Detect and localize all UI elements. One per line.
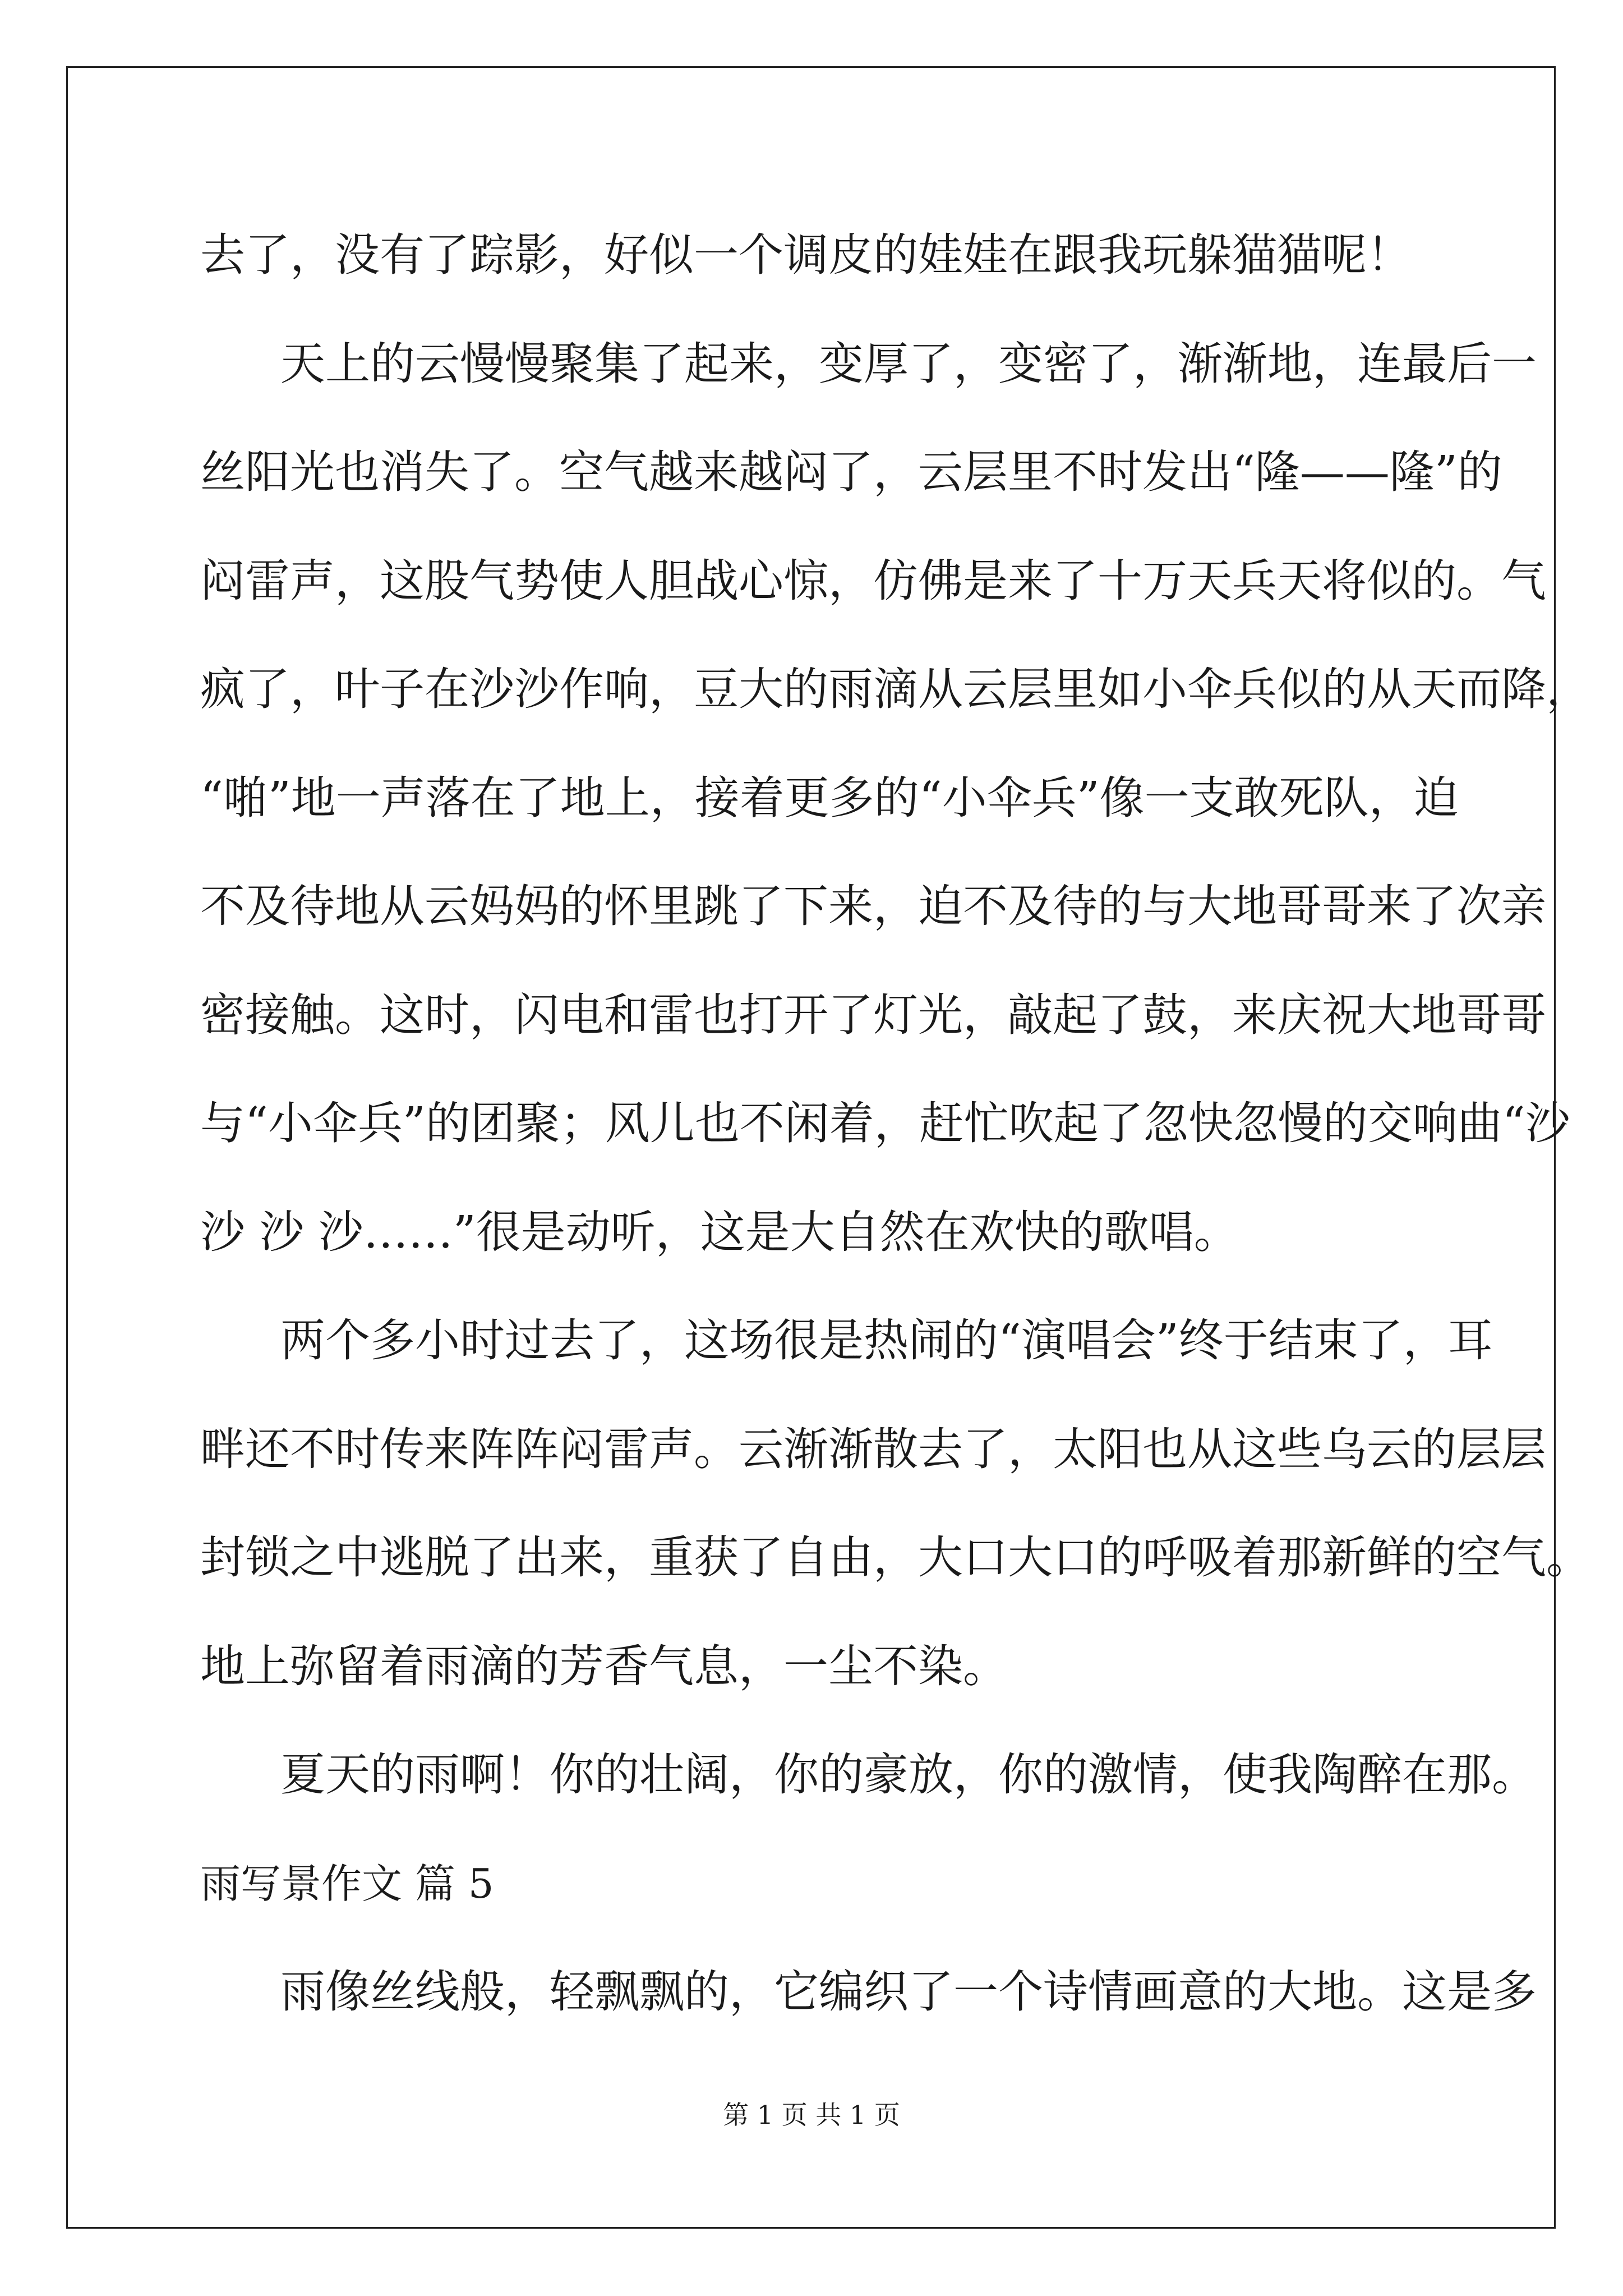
paragraph-line: 与“小伞兵”的团聚；风儿也不闲着，赶忙吹起了忽快忽慢的交响曲“沙 bbox=[200, 1097, 1570, 1149]
paragraph-line: 地上弥留着雨滴的芳香气息，一尘不染。 bbox=[200, 1640, 1008, 1692]
paragraph-line: 封锁之中逃脱了出来，重获了自由，大口大口的呼吸着那新鲜的空气。 bbox=[200, 1531, 1591, 1584]
paragraph-line: 畔还不时传来阵阵闷雷声。云渐渐散去了，太阳也从这些乌云的层层 bbox=[200, 1423, 1546, 1475]
paragraph-line: 闷雷声，这股气势使人胆战心惊，仿佛是来了十万天兵天将似的。气 bbox=[200, 555, 1546, 607]
section-heading: 雨写景作文 篇 5 bbox=[200, 1860, 494, 1907]
page-footer: 第 1 页 共 1 页 bbox=[723, 2100, 900, 2130]
paragraph-line: 去了，没有了踪影，好似一个调皮的娃娃在跟我玩躲猫猫呢！ bbox=[200, 229, 1412, 281]
paragraph-line: 不及待地从云妈妈的怀里跳了下来，迫不及待的与大地哥哥来了次亲 bbox=[200, 880, 1546, 932]
paragraph-line: 疯了，叶子在沙沙作响，豆大的雨滴从云层里如小伞兵似的从天而降， bbox=[200, 663, 1591, 715]
paragraph-line: 夏天的雨啊！你的壮阔，你的豪放，你的激情，使我陶醉在那。 bbox=[280, 1749, 1537, 1801]
paragraph-line: 两个多小时过去了，这场很是热闹的“演唱会”终于结束了，耳 bbox=[280, 1314, 1493, 1366]
paragraph-line: “啪”地一声落在了地上，接着更多的“小伞兵”像一支敢死队，迫 bbox=[200, 772, 1459, 824]
paragraph-line: 丝阳光也消失了。空气越来越闷了，云层里不时发出“隆——隆”的 bbox=[200, 446, 1502, 498]
paragraph-line: 沙 沙 沙……”很是动听，这是大自然在欢快的歌唱。 bbox=[200, 1206, 1239, 1258]
paragraph-line: 雨像丝线般，轻飘飘的，它编织了一个诗情画意的大地。这是多 bbox=[280, 1966, 1537, 2018]
paragraph-line: 天上的云慢慢聚集了起来，变厚了，变密了，渐渐地，连最后一 bbox=[280, 338, 1537, 390]
paragraph-line: 密接触。这时，闪电和雷也打开了灯光，敲起了鼓，来庆祝大地哥哥 bbox=[200, 989, 1546, 1041]
